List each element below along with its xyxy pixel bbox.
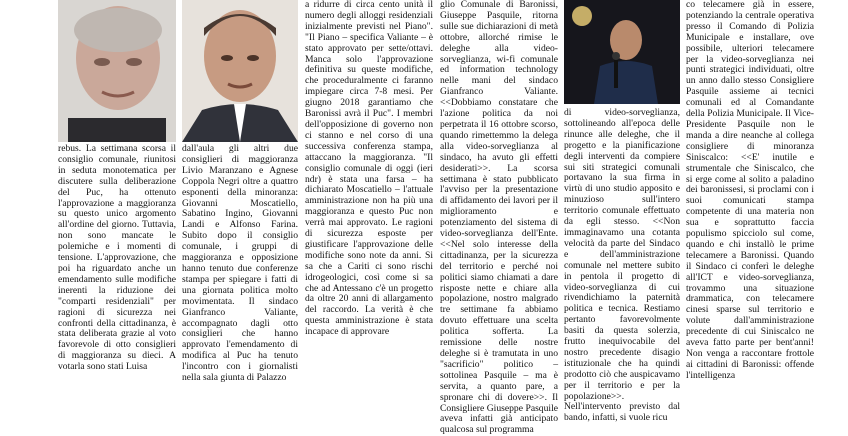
- column-4-text: glio Comunale di Baronissi, Giuseppe Pasquile, ritorna sulle sue dichiarazioni di metà ottobre, allorché rimise le deleghe alla video-sorveglianza, wi-fi comunale ed information technology nelle mani del sindaco Gianfranco Valiante. <<Dobbiamo constatare che l'azione politica da noi perpetrata il 16 ottobre scorso, quando rimettemmo la delega alla video-sorveglianza al sindaco, ha avuto gli effetti desiderati>>. La scorsa settimana è stato pubblicato l'avviso per la presentazione di affidamento dei lavori per il miglioramento e potenziamento del sistema di video-sorveglianza dell'Ente. <<Nel solo interesse della cittadinanza, per la sicurezza del territorio e perché noi politici siamo chiamati a dare risposte nette e chiare alla popolazione, nostro malgrado tre settimane fa abbiamo dovuto effettuare una scelta politica sofferta. La remissione delle nostre deleghe si è tramutata in uno "sacrificio" politico – sottolinea Pasquile – ma è servita, a quanto pare, a spronare chi di dovere>>. Il Consigliere Giuseppe Pasquile aveva infatti già anticipato qualcosa sul programma: [440, 0, 558, 436]
- column-3-text: a ridurre di circa cento unità il numero degli alloggi residenziali inizialmente previsti nel Piano". "Il Piano – specifica Valiante – è stato approvato per sette/ottavi. Manca solo l'approvazione definitiva su queste modifiche, che proceduralmente ci faranno impiegare circa 7-8 mesi. Per giugno 2018 garantiamo che Baronissi avrà il Puc". I membri dell'opposizione di governo non ci stanno e nel corso di una successiva conferenza stampa, attaccano la maggioranza. "Il consiglio comunale di oggi (ieri ndr) è stata una farsa – ha dichiarato Moscatiello – l'attuale amministrazione non ha più una maggioranza e questo Puc non verrà mai approvato. Le ragioni di sicurezza esposte per giustificare l'approvazione delle modifiche sono note da anni. Si sa che a Cariti ci sono rischi idrogeologici, così come si sa che ad Antessano c'è un progetto da oltre 20 anni di allargamento del raccordo. La verità è che questa amministrazione è stata incapace di approvare: [305, 0, 433, 338]
- article-column-1: [58, 144, 176, 400]
- article-column-3: [305, 0, 433, 400]
- article-column-4: [440, 0, 558, 436]
- photo-speaker-on-stage: [564, 0, 680, 104]
- column-1-text: rebus. La settimana scorsa il consiglio comunale, riunitosi in seduta monotematica per discutere sulla deliberazione del Puc, ha ottenuto l'approvazione a maggioranza su questo unico argomento all'ordine del giorno. Tuttavia, non sono mancate le polemiche e i momenti di tensione. L'approvazione, che poi ha riguardato anche un emendamento sulle modifiche inerenti la riduzione dei "comparti residenziali" per ragioni di sicurezza nei confronti della cittadinanza, è stata deliberata grazie al voto favorevole di otto consiglieri di maggioranza su dieci. A votarla sono stati Luisa: [58, 143, 176, 373]
- photo-portrait-middle: [182, 0, 298, 142]
- photo-mayor-portrait-left: [58, 0, 176, 142]
- article-column-6: [686, 0, 814, 400]
- article-column-2: [182, 144, 298, 400]
- column-5-text: di video-sorveglianza, sottolineando all'epoca delle rinunce alle deleghe, che il progetto e la pianificazione degli interventi da compiere sui siti strategici comunali portavano la sua firma in virtù di uno studio apposito e minuzioso sull'intero territorio comunale effettuato da egli stesso. <<Non immaginavamo una cotanta velocità da parte del Sindaco e dell'amministrazione comunale nel mettere subito in pentola il progetto di video-sorveglianza di cui rivendichiamo la paternità politica e tecnica. Restiamo pertanto favorevolmente basiti da questa solerzia, frutto inequivocabile del nostro precedente disagio istituzionale che ha quindi prodotto ciò che auspicavamo per il territorio e per la popolazione>>. Nell'intervento previsto dal bando, infatti, si vuole ricu: [564, 107, 680, 424]
- article-column-5: [564, 107, 680, 424]
- column-6-text: co telecamere già in essere, potenziando la centrale operativa presso il Comando di Polizia Municipale e installare, ove possibile, ulteriori telecamere per la video-sorveglianza nei punti strategici individuati, oltre un anno dallo stesso Consigliere Pasquile assieme ai tecnici comunali ed al Comandante della Polizia Municipale. Il Vice-Presidente Pasquile non le manda a dire neanche al collega consigliere di minoranza Siniscalco: <<E' inutile e strumentale che Siniscalco, che si erge come al solito a paladino dei baronissesi, si proclami con i suoi comunicati stampa competente di una materia non sua e soprattutto faccia populismo spicciolo sul come, quando e chi installò le prime telecamere a Baronissi. Quando il Sindaco ci conferì le deleghe all'ICT e video-sorveglianza, trovammo una situazione drammatica, con telecamere cinesi sparse sul territorio e volute dall'amministrazione precedente di cui Siniscalco ne aveva fatto parte per bent'anni! Non venga a raccontare frottole ai cittadini di Baronissi: offende l'intelligenza: [686, 0, 814, 381]
- column-2-text: dall'aula gli altri due consiglieri di maggioranza Livio Maranzano e Agnese Coppola Negri oltre a quattro esponenti della minoranza: Giovanni Moscatiello, Sabatino Ingino, Giovanni Landi e Alfonso Farina. Subito dopo il consiglio comunale, i gruppi di maggioranza e opposizione hanno tenuto due conferenze stampa per spiegare i fatti di una giornata politica molto movimentata. Il sindaco Gianfranco Valiante, accompagnato dagli otto consiglieri che hanno approvato l'emendamento di modifica al Puc ha tenuto l'incontro con i giornalisti nella sala giunta di Palazzo: [182, 143, 298, 384]
